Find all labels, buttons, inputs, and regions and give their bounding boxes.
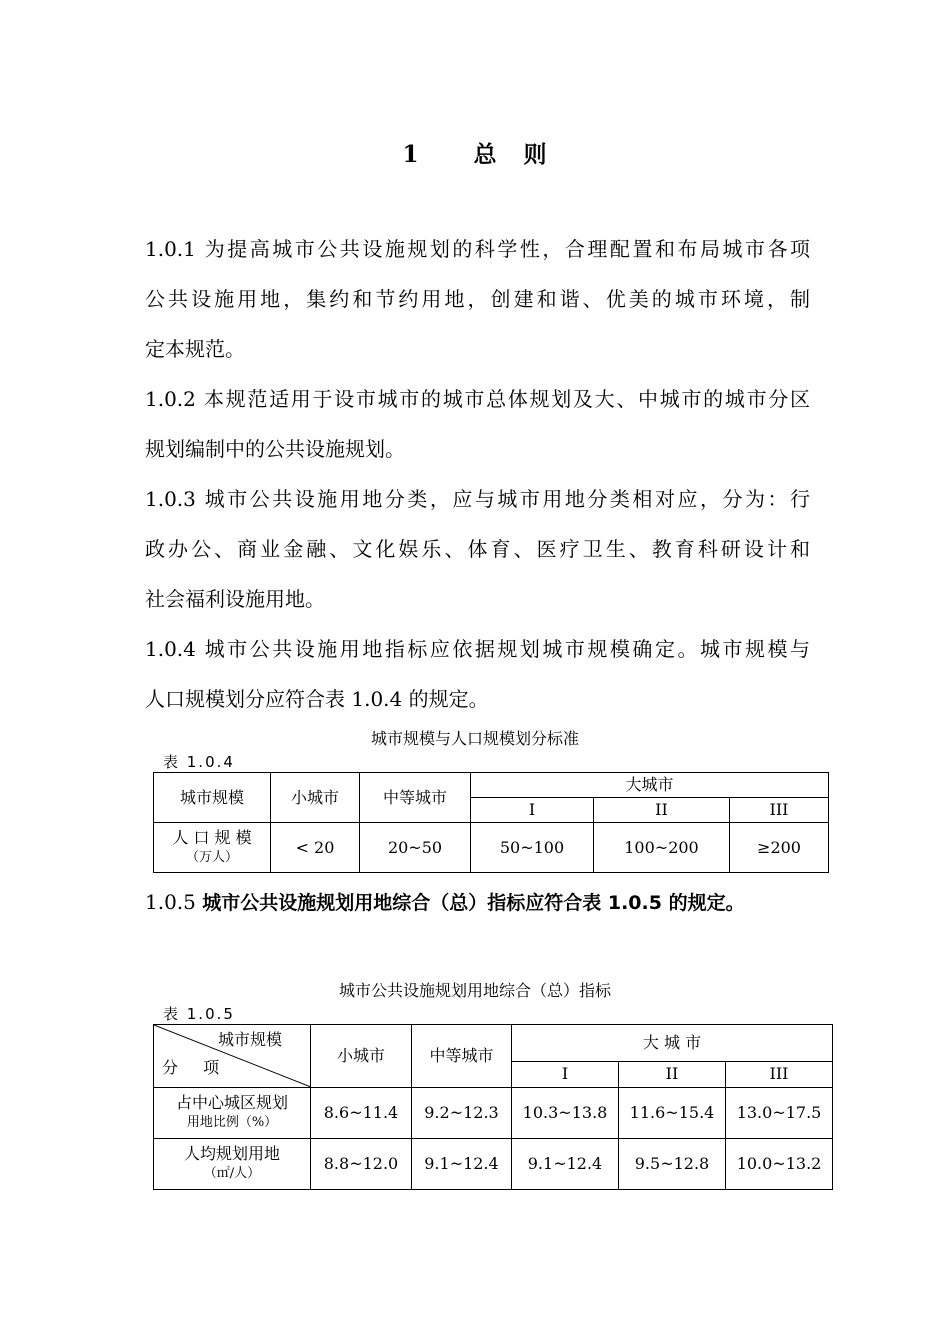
table-1-0-5-caption: 城市公共设施规划用地综合（总）指标: [338, 981, 611, 1000]
header-small-city: 小城市: [271, 773, 360, 823]
header-large-II: II: [594, 798, 730, 823]
paragraph-line: 定本规范。: [145, 337, 245, 361]
paragraph-line: 1.0.1 为提高城市公共设施规划的科学性，合理配置和布局城市各项: [145, 237, 810, 261]
paragraph-line: 1.0.3 城市公共设施用地分类，应与城市用地分类相对应，分为：行: [145, 487, 810, 511]
cell-medium: 9.1~12.4: [412, 1139, 512, 1190]
header-large-city: 大城市: [471, 773, 829, 798]
cell-large-II: 11.6~15.4: [619, 1088, 726, 1139]
cell-large-I: 10.3~13.8: [512, 1088, 619, 1139]
cell-large-I: 50~100: [471, 823, 594, 873]
header-large-I: I: [512, 1061, 619, 1087]
cell-large-III: 13.0~17.5: [726, 1088, 833, 1139]
header-large-city: 大 城 市: [512, 1025, 833, 1062]
row-label-line-1: 占中心城区规划: [175, 1093, 288, 1112]
chapter-number: 1: [402, 141, 420, 168]
table-1-0-4: [153, 772, 829, 873]
header-large-I: I: [471, 798, 594, 823]
paragraph-line: 1.0.4 城市公共设施用地指标应依据规划城市规模确定。城市规模与: [145, 637, 810, 661]
chapter-title-char-2: 则: [523, 141, 548, 168]
paragraph-number: 1.0.5: [145, 890, 203, 914]
cell-large-III: ≥200: [730, 823, 829, 873]
cell-medium: 20~50: [360, 823, 471, 873]
header-large-III: III: [726, 1061, 833, 1087]
row-label-line-2: （万人）: [185, 849, 238, 865]
header-medium-city: 中等城市: [360, 773, 471, 823]
cell-large-I: 9.1~12.4: [512, 1139, 619, 1190]
header-large-II: II: [619, 1061, 726, 1087]
table-1-0-4-label: 表 1.0.4: [163, 753, 235, 771]
cell-large-III: 10.0~13.2: [726, 1139, 833, 1190]
table-1-0-5-label: 表 1.0.5: [163, 1005, 235, 1023]
cell-small: 8.6~11.4: [311, 1088, 412, 1139]
cell-large-II: 9.5~12.8: [619, 1139, 726, 1190]
paragraph-1-0-1: [145, 234, 810, 734]
table-1-0-5: [153, 1024, 833, 1190]
chapter-title: [0, 136, 950, 169]
row-label-line-1: 人均规划用地: [183, 1144, 280, 1163]
row-label: [154, 1088, 311, 1139]
paragraph-line: 人口规模划分应符合表 1.0.4 的规定。: [145, 687, 489, 711]
paragraph-line: 政办公、商业金融、文化娱乐、体育、医疗卫生、教育科研设计和: [145, 537, 810, 561]
diagonal-top-label: 城市规模: [217, 1030, 282, 1049]
cell-large-II: 100~200: [594, 823, 730, 873]
paragraph-line: 社会福利设施用地。: [145, 587, 325, 611]
row-label-line-2: 用地比例（%）: [186, 1115, 278, 1130]
cell-medium: 9.2~12.3: [412, 1088, 512, 1139]
header-large-III: III: [730, 798, 829, 823]
paragraph-bold-text: 城市公共设施规划用地综合（总）指标应符合表 1.0.5 的规定。: [202, 892, 745, 914]
header-small-city: 小城市: [311, 1025, 412, 1088]
row-label-line-1: 人 口 规 模: [172, 827, 252, 847]
paragraph-line: 公共设施用地，集约和节约用地，创建和谐、优美的城市环境，制: [145, 287, 810, 311]
paragraph-line: 规划编制中的公共设施规划。: [145, 437, 405, 461]
paragraph-1-0-5: [145, 888, 745, 915]
cell-small: 8.8~12.0: [311, 1139, 412, 1190]
paragraph-line: 1.0.2 本规范适用于设市城市的城市总体规划及大、中城市的城市分区: [145, 387, 810, 411]
cell-small: < 20: [271, 823, 360, 873]
header-medium-city: 中等城市: [412, 1025, 512, 1088]
diagonal-header-cell: [154, 1025, 311, 1088]
table-1-0-4-caption: 城市规模与人口规模划分标准: [370, 729, 579, 748]
header-city-scale: 城市规模: [154, 773, 271, 823]
diagonal-bottom-label: 分 项: [162, 1058, 230, 1077]
row-label-line-2: （㎡/人）: [203, 1166, 261, 1181]
row-label: [154, 823, 271, 873]
chapter-title-char-1: 总: [473, 141, 498, 168]
row-label: [154, 1139, 311, 1190]
